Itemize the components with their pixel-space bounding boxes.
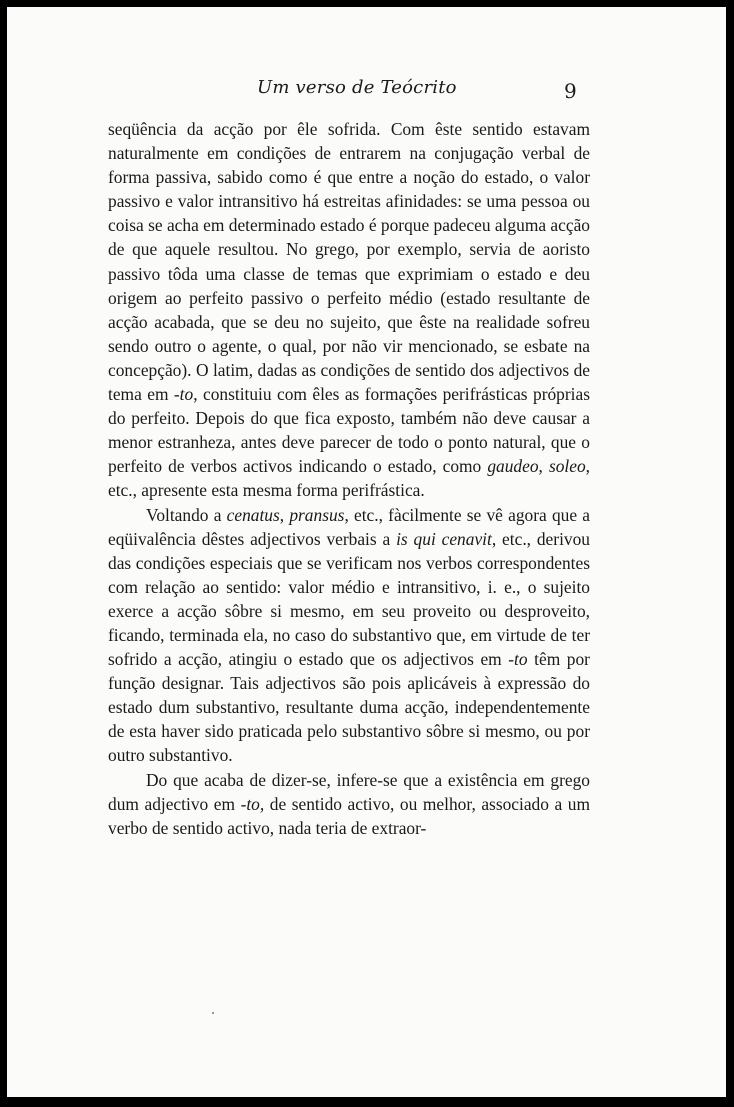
paragraph-3 (108, 768, 590, 840)
text-run: , etc., derivou das condições especiais que se verificam nos verbos correspondentes com relação ao sentido: valor médio e intransitivo, i. e., o sujeito exerce a acção sôbre si mesmo, em seu proveito ou desproveito, ficando, terminada ela, no caso do substantivo que, em virtude de ter sofrido a acção, atingiu o estado que os adjectivos em (108, 528, 590, 670)
italic-term: soleo (548, 456, 586, 477)
italic-term: -to (508, 649, 528, 670)
text-run: têm por função designar. Tais adjectivos são pois aplicáveis à expressão do estado dum substantivo, resultante duma acção, independentemente de esta haver sido praticada pelo substantivo sôbre si mesmo, ou por outro substantivo. (108, 649, 590, 766)
book-page (7, 7, 726, 1097)
page-header (7, 77, 726, 107)
page-number: 9 (564, 79, 577, 103)
italic-term: is qui cenavit (396, 528, 492, 549)
italic-term: -to, (240, 793, 265, 814)
paragraph-1 (108, 117, 590, 503)
italic-term: pransus (289, 504, 345, 525)
italic-term: gaudeo (487, 456, 539, 477)
text-run: , constituiu com êles as formações perifrásticas próprias do perfeito. Depois do que fica exposto, também não deve causar a menor estranheza, antes deve parecer de todo o ponto natural, que o perfeito de verbos activos indicando o estado, como (108, 384, 590, 477)
text-run: , etc., fàcilmente se vê agora que a eqüivalência dêstes adjectivos verbais a (108, 504, 590, 549)
text-run: , (279, 504, 290, 525)
text-run: Do que acaba de dizer-se, infere-se que a existência em grego dum adjectivo em (108, 769, 590, 814)
body-text (108, 117, 590, 840)
italic-term: -to (173, 384, 194, 405)
text-run: , etc., apresente esta mesma forma perifrástica. (108, 456, 591, 501)
text-run: , (538, 456, 549, 477)
running-title: Um verso de Teócrito (257, 77, 457, 98)
print-speck (212, 1012, 214, 1014)
text-run: Voltando a (146, 504, 227, 525)
italic-term: cenatus (226, 504, 280, 525)
text-run: seqüência da acção por êle sofrida. Com êste sentido estavam naturalmente em condições de entrarem na conjugação verbal de forma passiva, sabido como é que entre a noção do estado, o valor passivo e valor intransitivo há estreitas afinidades: se uma pessoa ou coisa se acha em determinado estado é porque padeceu alguma acção de que aquele resultou. No grego, por exemplo, servia de aoristo passivo tôda uma classe de temas que exprimiam o estado e deu origem ao perfeito passivo o perfeito médio (estado resultante de acção acabada, que se deu no sujeito, que êste na realidade sofreu sendo outro o agente, o qual, por não vir mencionado, se esbate na concepção). O latim, dadas as condições de sentido dos adjectivos de tema em (108, 119, 590, 405)
text-run: de sentido activo, ou melhor, associado a um verbo de sentido activo, nada teria de extraor- (108, 793, 590, 838)
paragraph-2 (108, 503, 590, 768)
